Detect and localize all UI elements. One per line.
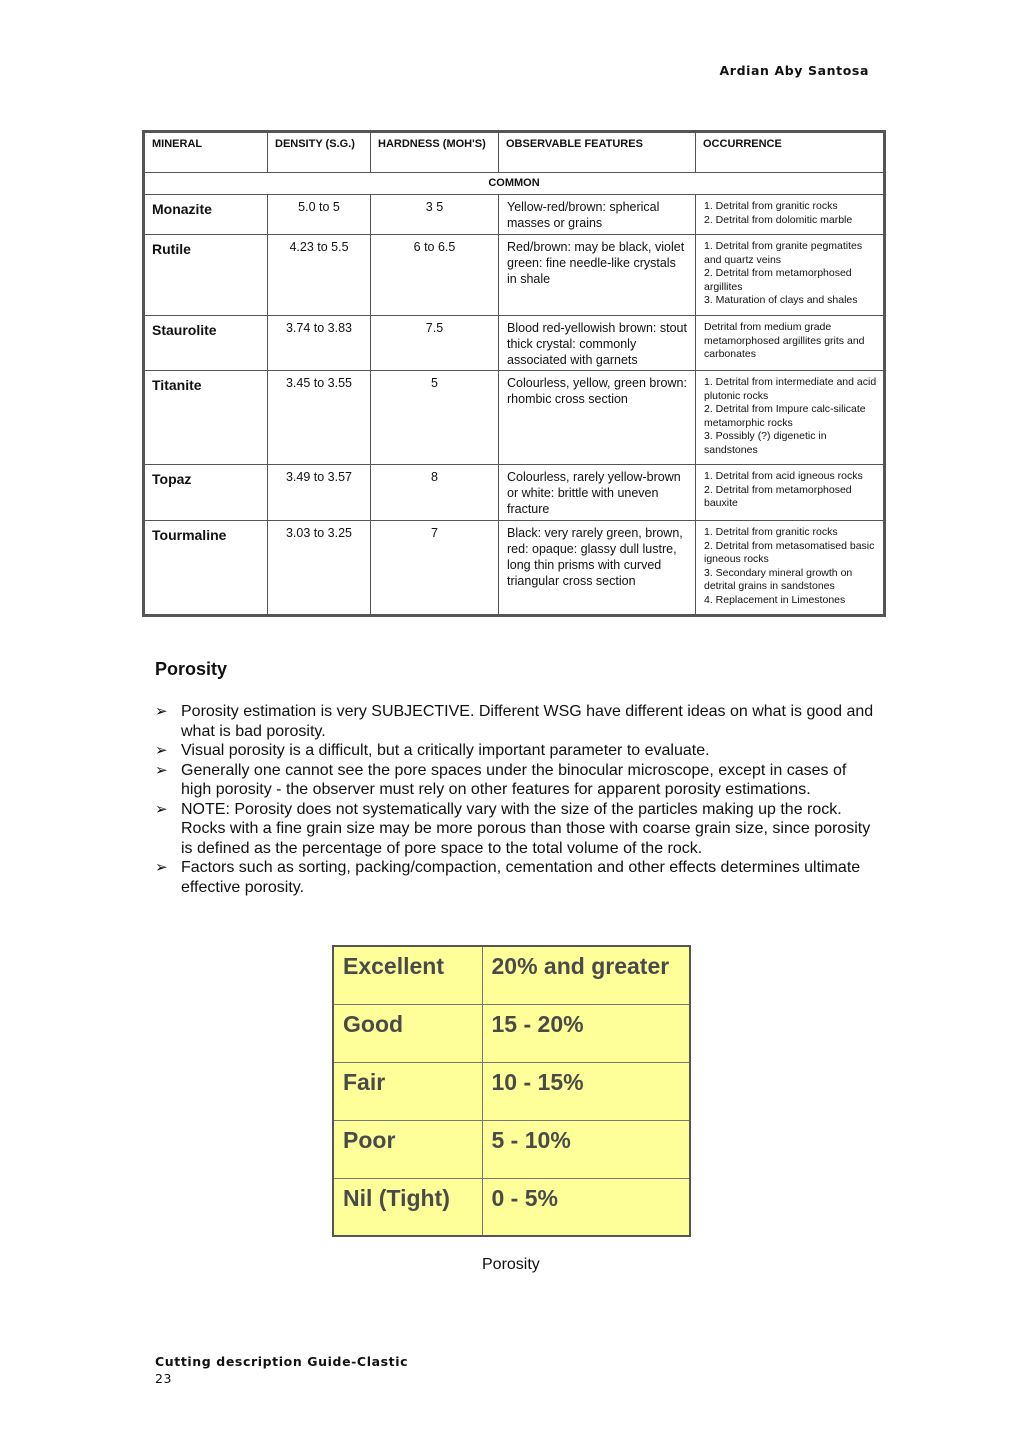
features-cell: Colourless, yellow, green brown: rhombic cross section bbox=[499, 371, 696, 465]
arrow-bullet-icon: ➢ bbox=[155, 703, 168, 720]
density-cell: 3.49 to 3.57 bbox=[268, 465, 371, 521]
occurrence-cell bbox=[696, 371, 885, 465]
occurrence-cell bbox=[696, 316, 885, 371]
group-row bbox=[144, 173, 885, 195]
occurrence-line: 1. Detrital from intermediate and acid plutonic rocks bbox=[704, 376, 877, 402]
occurrence-line: 2. Detrital from metamorphosed bauxite bbox=[704, 483, 852, 509]
section-title: Porosity bbox=[155, 659, 228, 679]
mineral-name: Tourmaline bbox=[144, 521, 268, 616]
porosity-grade: Poor bbox=[333, 1120, 482, 1178]
hardness-cell: 7.5 bbox=[371, 316, 499, 371]
header-author: Ardian Aby Santosa bbox=[719, 63, 869, 78]
occurrence-line: 2. Detrital from Impure calc-silicate metamorphic rocks bbox=[704, 403, 866, 429]
occurrence-line: 1. Detrital from granite pegmatites and quartz veins bbox=[704, 240, 863, 266]
occurrence-line: 1. Detrital from acid igneous rocks bbox=[704, 470, 863, 482]
mineral-name: Staurolite bbox=[144, 316, 268, 371]
table-row bbox=[333, 1120, 690, 1178]
table-row bbox=[144, 371, 885, 465]
hardness-cell: 5 bbox=[371, 371, 499, 465]
table-row bbox=[144, 465, 885, 521]
porosity-range: 0 - 5% bbox=[482, 1178, 690, 1236]
column-header: OBSERVABLE FEATURES bbox=[499, 132, 696, 173]
occurrence-cell bbox=[696, 195, 885, 235]
porosity-range: 20% and greater bbox=[482, 946, 690, 1004]
arrow-bullet-icon: ➢ bbox=[155, 761, 168, 779]
arrow-bullet-icon: ➢ bbox=[155, 859, 168, 876]
mineral-table-header bbox=[144, 132, 885, 173]
occurrence-line: Detrital from medium grade metamorphosed argillites grits and carbonates bbox=[704, 321, 865, 360]
occurrence-line: 3. Maturation of clays and shales bbox=[704, 294, 858, 306]
features-cell: Black: very rarely green, brown, red: opaque: glassy dull lustre, long thin prisms with curved triangular cross section bbox=[499, 521, 696, 616]
porosity-grade: Fair bbox=[333, 1062, 482, 1120]
porosity-bullet-list bbox=[155, 702, 875, 897]
occurrence-cell bbox=[696, 235, 885, 316]
porosity-grade: Nil (Tight) bbox=[333, 1178, 482, 1236]
occurrence-line: 4. Replacement in Limestones bbox=[704, 593, 846, 606]
page-number: 23 bbox=[155, 1371, 173, 1386]
list-item bbox=[155, 702, 875, 741]
bullet-text: NOTE: Porosity does not systematically vary with the size of the particles making up the rock. Rocks with a fine grain size may be more porous than those with coarse grain size, since porosity is defined as the percentage of pore space to the total volume of the rock. bbox=[181, 800, 871, 857]
occurrence-line: 1. Detrital from granitic rocks bbox=[704, 200, 838, 212]
column-header: HARDNESS (MOH'S) bbox=[371, 132, 499, 173]
hardness-cell: 7 bbox=[371, 521, 499, 616]
porosity-range: 10 - 15% bbox=[482, 1062, 690, 1120]
occurrence-line: 2. Detrital from metasomatised basic igneous rocks bbox=[704, 539, 875, 565]
mineral-name: Rutile bbox=[144, 235, 268, 316]
mineral-name: Titanite bbox=[144, 371, 268, 465]
column-header: OCCURRENCE bbox=[696, 132, 885, 173]
occurrence-cell bbox=[696, 465, 885, 521]
bullet-text: Generally one cannot see the pore spaces under the binocular microscope, except in cases of high porosity - the observer must rely on other features for apparent porosity estimations. bbox=[181, 761, 847, 798]
hardness-cell: 8 bbox=[371, 465, 499, 521]
porosity-range: 15 - 20% bbox=[482, 1004, 690, 1062]
arrow-bullet-icon: ➢ bbox=[155, 742, 168, 759]
bullet-text: Visual porosity is a difficult, but a critically important parameter to evaluate. bbox=[181, 742, 710, 759]
porosity-grade: Good bbox=[333, 1004, 482, 1062]
table-row bbox=[144, 316, 885, 371]
table-row bbox=[144, 235, 885, 316]
table-row bbox=[333, 946, 690, 1004]
table-row bbox=[144, 521, 885, 616]
table-row bbox=[333, 1062, 690, 1120]
occurrence-line: 2. Detrital from metamorphosed argillites bbox=[704, 267, 852, 293]
table-row bbox=[333, 1004, 690, 1062]
mineral-name: Monazite bbox=[144, 195, 268, 235]
density-cell: 3.74 to 3.83 bbox=[268, 316, 371, 371]
bullet-text: Porosity estimation is very SUBJECTIVE. Different WSG have different ideas on what is good and what is bad porosity. bbox=[181, 703, 874, 740]
mineral-table bbox=[142, 130, 886, 617]
occurrence-cell bbox=[696, 521, 885, 616]
porosity-grade: Excellent bbox=[333, 946, 482, 1004]
footer-title: Cutting description Guide-Clastic bbox=[155, 1354, 409, 1369]
mineral-name: Topaz bbox=[144, 465, 268, 521]
column-header: MINERAL bbox=[144, 132, 268, 173]
group-label: COMMON bbox=[144, 173, 885, 195]
density-cell: 3.45 to 3.55 bbox=[268, 371, 371, 465]
features-cell: Yellow-red/brown: spherical masses or grains bbox=[499, 195, 696, 235]
occurrence-line: 3. Possibly (?) digenetic in sandstones bbox=[704, 430, 827, 456]
density-cell: 5.0 to 5 bbox=[268, 195, 371, 235]
list-item bbox=[155, 761, 875, 800]
occurrence-line: 2. Detrital from dolomitic marble bbox=[704, 213, 853, 226]
hardness-cell: 6 to 6.5 bbox=[371, 235, 499, 316]
porosity-caption: Porosity bbox=[482, 1256, 540, 1273]
porosity-range: 5 - 10% bbox=[482, 1120, 690, 1178]
column-header: DENSITY (S.G.) bbox=[268, 132, 371, 173]
bullet-text: Factors such as sorting, packing/compaction, cementation and other effects determines ultimate effective porosity. bbox=[181, 859, 861, 896]
density-cell: 3.03 to 3.25 bbox=[268, 521, 371, 616]
table-row bbox=[144, 195, 885, 235]
features-cell: Red/brown: may be black, violet green: fine needle-like crystals in shale bbox=[499, 235, 696, 316]
list-item bbox=[155, 800, 875, 859]
occurrence-line: 3. Secondary mineral growth on detrital grains in sandstones bbox=[704, 566, 853, 592]
porosity-table bbox=[332, 945, 691, 1237]
features-cell: Blood red-yellowish brown: stout thick crystal: commonly associated with garnets bbox=[499, 316, 696, 371]
list-item bbox=[155, 858, 875, 897]
features-cell: Colourless, rarely yellow-brown or white: brittle with uneven fracture bbox=[499, 465, 696, 521]
table-row bbox=[333, 1178, 690, 1236]
hardness-cell: 3 5 bbox=[371, 195, 499, 235]
density-cell: 4.23 to 5.5 bbox=[268, 235, 371, 316]
occurrence-line: 1. Detrital from granitic rocks bbox=[704, 526, 838, 538]
arrow-bullet-icon: ➢ bbox=[155, 800, 168, 818]
list-item bbox=[155, 741, 875, 761]
